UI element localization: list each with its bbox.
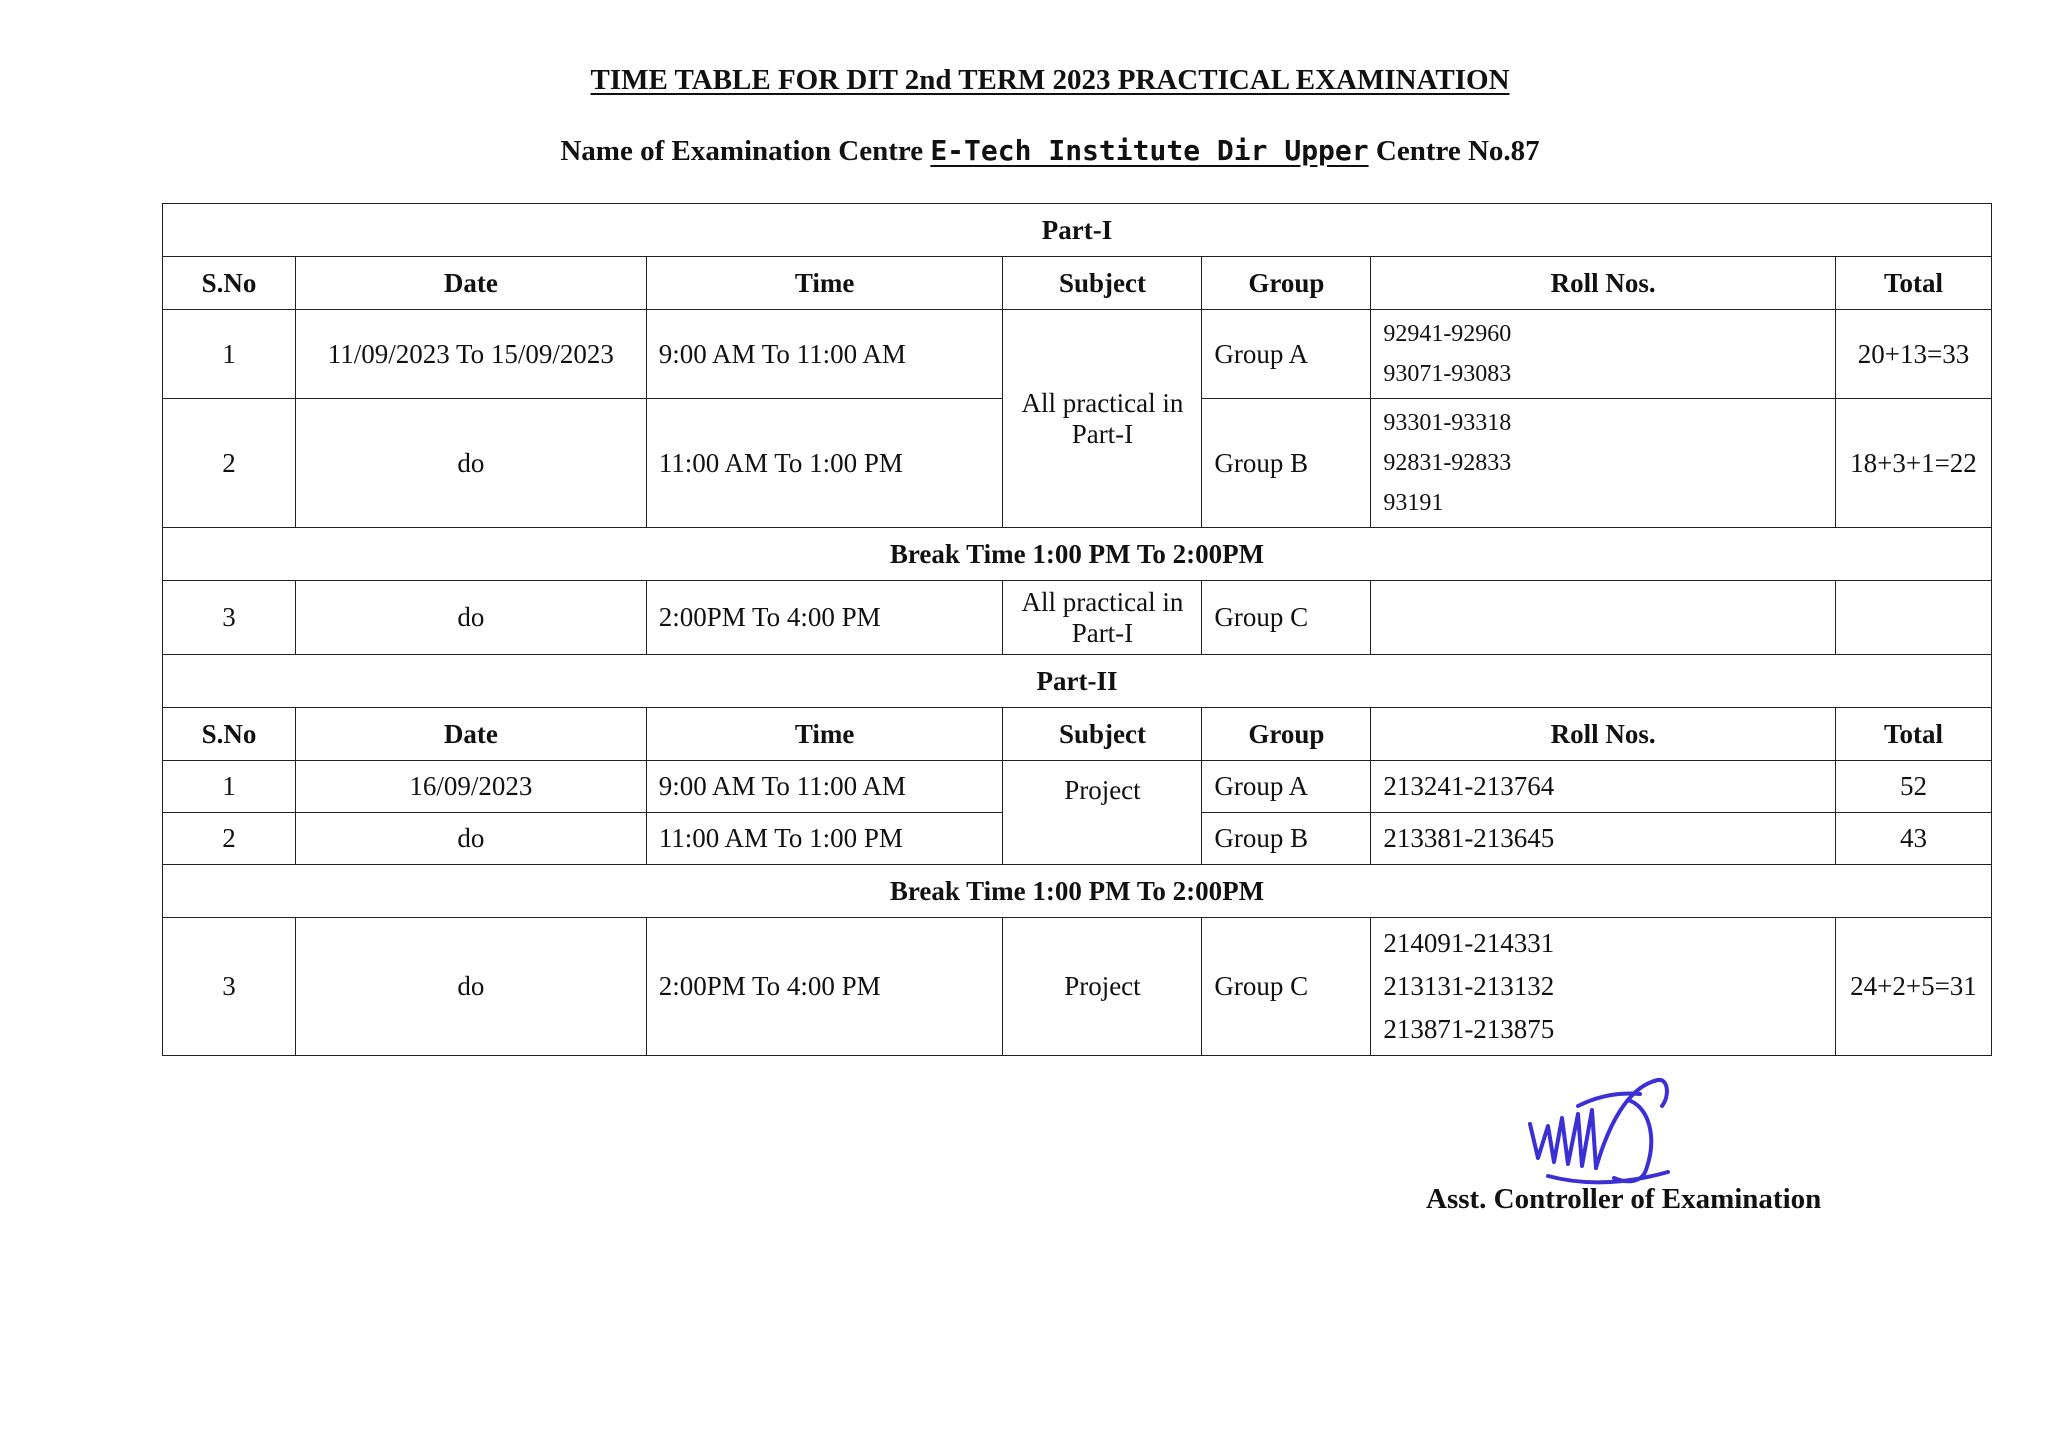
table-row	[163, 918, 1992, 1056]
break-time-label: Break Time 1:00 PM To 2:00PM	[163, 865, 1992, 918]
column-header-row	[163, 257, 1992, 310]
header-roll-nos: Roll Nos.	[1371, 708, 1836, 761]
cell-time: 9:00 AM To 11:00 AM	[646, 310, 1003, 399]
cell-roll-nos	[1371, 918, 1836, 1056]
cell-sno: 1	[163, 761, 296, 813]
timetable	[162, 203, 1992, 1056]
cell-subject: Project	[1003, 761, 1202, 865]
cell-group: Group B	[1202, 399, 1371, 528]
column-header-row	[163, 708, 1992, 761]
header-time: Time	[646, 257, 1003, 310]
cell-time: 2:00PM To 4:00 PM	[646, 918, 1003, 1056]
cell-time: 9:00 AM To 11:00 AM	[646, 761, 1003, 813]
cell-group: Group B	[1202, 813, 1371, 865]
roll-range: 213871-213875	[1383, 1014, 1555, 1044]
cell-total: 18+3+1=22	[1835, 399, 1991, 528]
roll-range: 93301-93318	[1383, 410, 1512, 436]
cell-sno: 3	[163, 918, 296, 1056]
cell-roll-nos: 213241-213764	[1371, 761, 1836, 813]
header-subject: Subject	[1003, 257, 1202, 310]
break-row	[163, 528, 1992, 581]
cell-date: 16/09/2023	[295, 761, 646, 813]
cell-subject: Project	[1003, 918, 1202, 1056]
break-row	[163, 865, 1992, 918]
cell-date: do	[295, 581, 646, 655]
cell-time: 11:00 AM To 1:00 PM	[646, 813, 1003, 865]
cell-roll-nos	[1371, 581, 1836, 655]
cell-roll-nos	[1371, 310, 1836, 399]
cell-total: 52	[1835, 761, 1991, 813]
cell-roll-nos: 213381-213645	[1371, 813, 1836, 865]
roll-range: 213131-213132	[1383, 971, 1555, 1001]
header-roll-nos: Roll Nos.	[1371, 257, 1836, 310]
signatory-title: Asst. Controller of Examination	[1426, 1183, 1822, 1215]
break-time-label: Break Time 1:00 PM To 2:00PM	[163, 528, 1992, 581]
header-sno: S.No	[163, 257, 296, 310]
cell-group: Group A	[1202, 310, 1371, 399]
cell-roll-nos	[1371, 399, 1836, 528]
cell-group: Group C	[1202, 918, 1371, 1056]
handwritten-signature	[1518, 1066, 1708, 1196]
cell-date: do	[295, 813, 646, 865]
section-header-row	[163, 204, 1992, 257]
cell-time: 2:00PM To 4:00 PM	[646, 581, 1003, 655]
roll-range: 93071-93083	[1383, 361, 1512, 387]
cell-date: do	[295, 918, 646, 1056]
cell-date: do	[295, 399, 646, 528]
header-total: Total	[1835, 257, 1991, 310]
header-time: Time	[646, 708, 1003, 761]
roll-range: 92941-92960	[1383, 321, 1512, 347]
part-1-label: Part-I	[163, 204, 1992, 257]
section-header-row	[163, 655, 1992, 708]
cell-group: Group A	[1202, 761, 1371, 813]
centre-prefix: Name of Examination Centre	[560, 135, 924, 167]
header-date: Date	[295, 257, 646, 310]
cell-group: Group C	[1202, 581, 1371, 655]
centre-number: Centre No.87	[1375, 135, 1540, 167]
header-total: Total	[1835, 708, 1991, 761]
table-row	[163, 581, 1992, 655]
exam-centre-line	[0, 134, 2048, 168]
table-row	[163, 761, 1992, 813]
header-group: Group	[1202, 257, 1371, 310]
cell-time: 11:00 AM To 1:00 PM	[646, 399, 1003, 528]
header-group: Group	[1202, 708, 1371, 761]
roll-range: 214091-214331	[1383, 928, 1555, 958]
roll-range: 92831-92833	[1383, 450, 1512, 476]
cell-date: 11/09/2023 To 15/09/2023	[295, 310, 646, 399]
cell-sno: 2	[163, 399, 296, 528]
cell-subject: All practical in Part-I	[1003, 310, 1202, 528]
roll-range: 93191	[1383, 490, 1444, 516]
cell-total: 24+2+5=31	[1835, 918, 1991, 1056]
page-title: TIME TABLE FOR DIT 2nd TERM 2023 PRACTICAL EXAMINATION	[590, 64, 1510, 96]
cell-subject: All practical in Part-I	[1003, 581, 1202, 655]
cell-total: 43	[1835, 813, 1991, 865]
cell-sno: 3	[163, 581, 296, 655]
cell-sno: 1	[163, 310, 296, 399]
institute-name: E-Tech Institute Dir Upper	[930, 134, 1369, 167]
part-2-label: Part-II	[163, 655, 1992, 708]
table-row	[163, 310, 1992, 399]
header-date: Date	[295, 708, 646, 761]
header-sno: S.No	[163, 708, 296, 761]
header-subject: Subject	[1003, 708, 1202, 761]
cell-sno: 2	[163, 813, 296, 865]
cell-total	[1835, 581, 1991, 655]
cell-total: 20+13=33	[1835, 310, 1991, 399]
